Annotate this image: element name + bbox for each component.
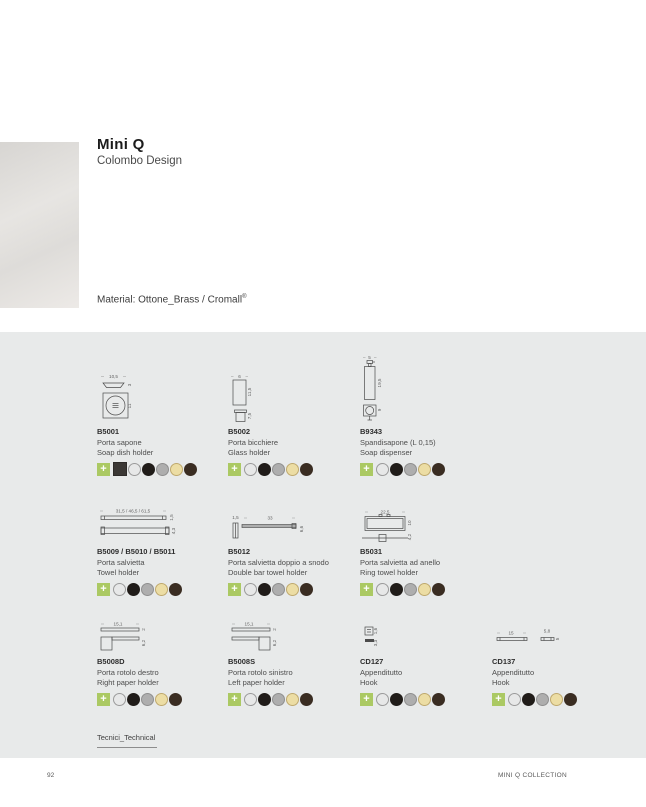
product-card: [97, 505, 223, 596]
finish-swatch-gold[interactable]: [155, 583, 168, 596]
finish-swatch-bronze[interactable]: [432, 463, 445, 476]
dim-label: 2: [141, 628, 146, 631]
product-code: B5012: [228, 547, 251, 556]
product-card: [360, 620, 486, 706]
finish-swatches: [97, 462, 223, 476]
finish-swatch-gold[interactable]: [286, 463, 299, 476]
finish-swatch-gold[interactable]: [418, 463, 431, 476]
finish-swatch-black[interactable]: [390, 463, 403, 476]
product-name-it: Appenditutto: [492, 668, 535, 677]
product-code: B5008D: [97, 657, 125, 666]
dim-label: 6,2: [272, 639, 277, 647]
product-name-en: Soap dispenser: [360, 447, 413, 457]
registered-mark: ®: [242, 294, 247, 300]
product-card: [97, 620, 223, 706]
dim-label: 3: [127, 383, 132, 387]
product-name-en: Ring towel holder: [360, 567, 418, 577]
finish-swatch-silver[interactable]: [141, 693, 154, 706]
plus-icon[interactable]: +: [97, 583, 110, 596]
dim-label: 22,5: [380, 509, 390, 515]
dim-label: 10,5: [109, 374, 118, 379]
product-name-it: Porta sapone: [97, 438, 142, 447]
finish-swatches: [97, 582, 223, 596]
dim-label: 19,5: [377, 378, 382, 388]
dim-label: 11: [127, 403, 132, 409]
product-name-it: Porta salvietta: [97, 558, 145, 567]
technical-drawing: [360, 505, 486, 544]
product-name-en: Towel holder: [97, 567, 140, 577]
dim-label: 15,1: [244, 621, 254, 627]
dim-label: 5: [368, 355, 371, 360]
dim-label: 6,2: [141, 639, 146, 647]
product-name-en: Left paper holder: [228, 677, 285, 687]
product-card: [360, 352, 486, 476]
finish-swatch-silver[interactable]: [404, 693, 417, 706]
product-name-it: Porta salvietta doppio a snodo: [228, 558, 329, 567]
technical-drawing: [228, 505, 354, 544]
dim-label: 6,6: [299, 525, 304, 533]
finish-swatches: [492, 692, 618, 706]
finish-swatch-bronze[interactable]: [432, 583, 445, 596]
finish-swatch-gold[interactable]: [418, 693, 431, 706]
product-card: [228, 620, 354, 706]
finish-swatch-black[interactable]: [390, 583, 403, 596]
product-name-en: Glass holder: [228, 447, 271, 457]
product-name-en: Hook: [360, 677, 378, 687]
technical-drawing: [97, 620, 223, 654]
finish-swatch-bronze[interactable]: [300, 583, 313, 596]
product-code: B5031: [360, 547, 383, 556]
dim-label: 31,5 / 46,5 / 61,5: [115, 508, 151, 514]
product-code: B5009 / B5010 / B5011: [97, 547, 176, 556]
finish-swatch-silver[interactable]: [272, 463, 285, 476]
technical-drawing: [492, 620, 618, 654]
finish-swatch-black[interactable]: [258, 583, 271, 596]
page-title: Mini Q: [97, 136, 145, 153]
product-name-en: Hook: [492, 677, 510, 687]
technical-link[interactable]: Tecnici_Technical: [97, 733, 157, 748]
finish-swatch-black[interactable]: [522, 693, 535, 706]
product-name-en: Right paper holder: [97, 677, 159, 687]
finish-swatch-bronze[interactable]: [564, 693, 577, 706]
product-name-it: Porta rotolo destro: [97, 668, 159, 677]
product-name-en: Soap dish holder: [97, 447, 154, 457]
technical-drawing: [360, 352, 486, 424]
finish-swatches: [360, 692, 486, 706]
finish-swatch-chrome[interactable]: [244, 583, 257, 596]
product-card: [97, 352, 223, 476]
finish-swatch-silver[interactable]: [404, 583, 417, 596]
finish-swatch-silver[interactable]: [272, 693, 285, 706]
plus-icon[interactable]: +: [97, 693, 110, 706]
finish-swatch-black[interactable]: [127, 693, 140, 706]
finish-swatch-black[interactable]: [258, 693, 271, 706]
dim-label: 11,5: [247, 387, 252, 397]
finish-swatch-square-dark[interactable]: [113, 462, 127, 476]
technical-drawing: [228, 352, 354, 424]
finish-swatch-gold[interactable]: [286, 693, 299, 706]
product-name-en: Double bar towel holder: [228, 567, 308, 577]
dim-label: 1,5: [169, 514, 174, 521]
product-name-it: Spandisapone (L 0,15): [360, 438, 436, 447]
product-code: B5001: [97, 427, 120, 436]
technical-drawing: [228, 620, 354, 654]
finish-swatches: [97, 692, 223, 706]
finish-swatch-chrome[interactable]: [376, 693, 389, 706]
material-line: [97, 294, 246, 305]
product-code: B9343: [360, 427, 383, 436]
plus-icon[interactable]: +: [228, 463, 241, 476]
dim-label: 2: [272, 628, 277, 631]
plus-icon[interactable]: +: [360, 463, 373, 476]
finish-swatch-chrome[interactable]: [244, 463, 257, 476]
collection-name: MINI Q COLLECTION: [497, 772, 567, 779]
product-code: B5008S: [228, 657, 256, 666]
finish-swatch-bronze[interactable]: [184, 463, 197, 476]
dim-label: 1,6: [373, 627, 378, 635]
product-code: CD137: [492, 657, 516, 666]
dim-label: 9: [377, 408, 382, 412]
finish-swatch-bronze[interactable]: [169, 583, 182, 596]
finish-swatch-gold[interactable]: [170, 463, 183, 476]
product-card: [228, 505, 354, 596]
finish-swatch-chrome[interactable]: [113, 583, 126, 596]
finish-swatch-black[interactable]: [258, 463, 271, 476]
finish-swatch-gold[interactable]: [155, 693, 168, 706]
plus-icon[interactable]: +: [228, 583, 241, 596]
finish-swatch-black[interactable]: [127, 583, 140, 596]
finish-swatch-silver[interactable]: [404, 463, 417, 476]
product-name-it: Porta bicchiere: [228, 438, 279, 447]
dim-label: 10: [407, 520, 412, 526]
finish-swatch-gold[interactable]: [550, 693, 563, 706]
material-photo: [0, 142, 79, 308]
finish-swatch-chrome[interactable]: [508, 693, 521, 706]
finish-swatches: [228, 692, 354, 706]
plus-icon[interactable]: +: [492, 693, 505, 706]
dim-label: 15,1: [113, 621, 123, 627]
finish-swatch-chrome[interactable]: [244, 693, 257, 706]
finish-swatch-bronze[interactable]: [432, 693, 445, 706]
finish-swatches: [228, 582, 354, 596]
dim-label: 15: [508, 630, 514, 636]
finish-swatch-black[interactable]: [390, 693, 403, 706]
finish-swatches: [228, 462, 354, 476]
technical-drawing: [97, 352, 223, 424]
dim-label: 7,5: [247, 412, 252, 420]
page-number: 92: [47, 772, 55, 779]
finish-swatch-bronze[interactable]: [300, 463, 313, 476]
finish-swatch-gold[interactable]: [286, 583, 299, 596]
plus-icon[interactable]: +: [360, 583, 373, 596]
plus-icon[interactable]: +: [360, 693, 373, 706]
technical-drawing: [97, 505, 223, 544]
technical-drawing: [360, 620, 486, 654]
brand-name: Colombo Design: [97, 155, 183, 167]
dim-label: 1,5: [232, 515, 239, 520]
product-name-it: Appenditutto: [360, 668, 403, 677]
dim-label: 4,3: [171, 527, 176, 535]
finish-swatch-gold[interactable]: [418, 583, 431, 596]
finish-swatch-chrome[interactable]: [128, 463, 141, 476]
finish-swatches: [360, 582, 486, 596]
finish-swatch-chrome[interactable]: [113, 693, 126, 706]
product-code: CD127: [360, 657, 384, 666]
finish-swatch-silver[interactable]: [536, 693, 549, 706]
finish-swatch-black[interactable]: [142, 463, 155, 476]
product-card: [492, 620, 618, 706]
product-name-it: Porta rotolo sinistro: [228, 668, 293, 677]
finish-swatch-bronze[interactable]: [300, 693, 313, 706]
dim-label: 5: [555, 637, 560, 641]
product-card: [228, 352, 354, 476]
plus-icon[interactable]: +: [97, 463, 110, 476]
finish-swatch-silver[interactable]: [272, 583, 285, 596]
product-name-it: Porta salvietta ad anello: [360, 558, 441, 567]
finish-swatch-chrome[interactable]: [376, 583, 389, 596]
dim-label: 33: [267, 515, 273, 521]
finish-swatches: [360, 462, 486, 476]
product-card: [360, 505, 486, 596]
dim-label: 4,2: [407, 533, 412, 541]
finish-swatch-silver[interactable]: [141, 583, 154, 596]
material-text: Material: Ottone_Brass / Cromall: [97, 294, 243, 306]
dim-label: 6: [238, 374, 241, 379]
finish-swatch-chrome[interactable]: [376, 463, 389, 476]
dim-label: 3,3: [373, 639, 378, 647]
product-code: B5002: [228, 427, 251, 436]
plus-icon[interactable]: +: [228, 693, 241, 706]
finish-swatch-silver[interactable]: [156, 463, 169, 476]
dim-label: 5,8: [543, 628, 551, 634]
finish-swatch-bronze[interactable]: [169, 693, 182, 706]
